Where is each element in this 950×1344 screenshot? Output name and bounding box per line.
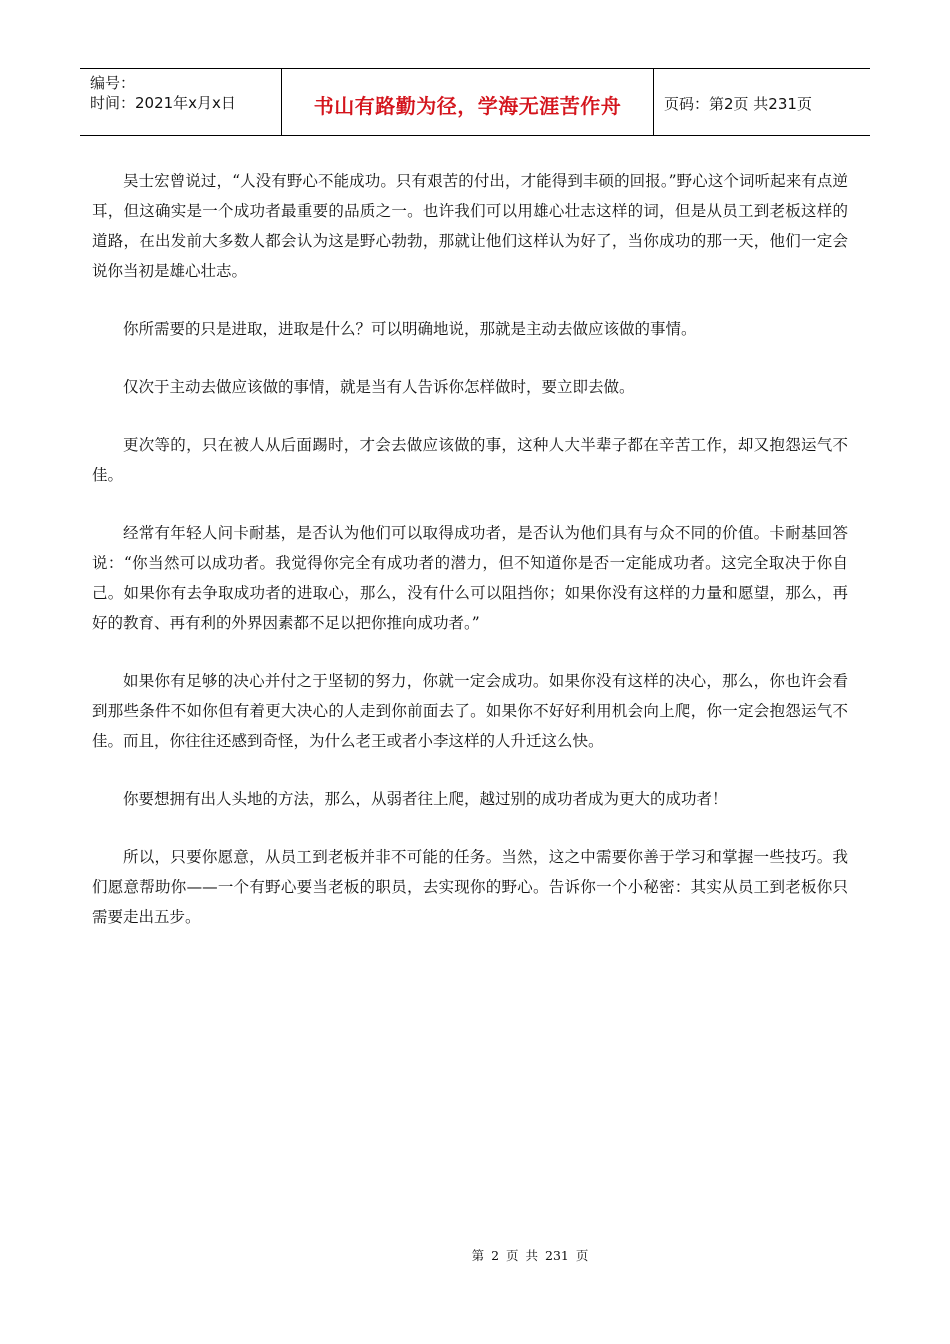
document-date: 时间：2021年x月x日 bbox=[90, 94, 236, 112]
header-page-info: 页码：第2页 共231页 bbox=[664, 94, 812, 113]
document-header bbox=[80, 68, 870, 136]
body-paragraph: 仅次于主动去做应该做的事情，就是当有人告诉你怎样做时，要立即去做。 bbox=[123, 378, 635, 396]
body-paragraph: 更次等的，只在被人从后面踢时，才会去做应该做的事，这种人大半辈子都在辛苦工作，却又抱怨运气不佳。 bbox=[92, 436, 848, 484]
document-number-label: 编号： bbox=[90, 74, 136, 92]
header-motto: 书山有路勤为径，学海无涯苦作舟 bbox=[282, 69, 654, 135]
body-paragraph: 如果你有足够的决心并付之于坚韧的努力，你就一定会成功。如果你没有这样的决心，那么，你也许会看到那些条件不如你但有着更大决心的人走到你前面去了。如果你不好好利用机会向上爬，你一定会抱怨运气不佳。而且，你往往还感到奇怪，为什么老王或者小李这样的人升迁这么快。 bbox=[92, 672, 848, 750]
body-paragraph: 所以，只要你愿意，从员工到老板并非不可能的任务。当然，这之中需要你善于学习和掌握一些技巧。我们愿意帮助你——一个有野心要当老板的职员，去实现你的野心。告诉你一个小秘密：其实从员工到老板你只需要走出五步。 bbox=[92, 848, 848, 926]
body-paragraph: 吴士宏曾说过，“人没有野心不能成功。只有艰苦的付出，才能得到丰硕的回报。”野心这个词听起来有点逆耳，但这确实是一个成功者最重要的品质之一。也许我们可以用雄心壮志这样的词，但是从员工到老板这样的道路，在出发前大多数人都会认为这是野心勃勃，那就让他们这样认为好了，当你成功的那一天，他们一定会说你当初是雄心壮志。 bbox=[92, 172, 848, 280]
body-paragraph: 经常有年轻人问卡耐基，是否认为他们可以取得成功者，是否认为他们具有与众不同的价值。卡耐基回答说：“你当然可以成功者。我觉得你完全有成功者的潜力，但不知道你是否一定能成功者。这完全取决于你自己。如果你有去争取成功者的进取心，那么，没有什么可以阻挡你；如果你没有这样的力量和愿望，那么，再好的教育、再有利的外界因素都不足以把你推向成功者。” bbox=[92, 524, 848, 632]
document-body bbox=[92, 166, 848, 960]
header-meta-cell bbox=[80, 69, 282, 135]
page-footer: 第 2 页 共 231 页 bbox=[471, 1248, 589, 1263]
body-paragraph: 你要想拥有出人头地的方法，那么，从弱者往上爬，越过别的成功者成为更大的成功者！ bbox=[123, 790, 728, 808]
body-paragraph: 你所需要的只是进取，进取是什么？可以明确地说，那就是主动去做应该做的事情。 bbox=[123, 320, 697, 338]
